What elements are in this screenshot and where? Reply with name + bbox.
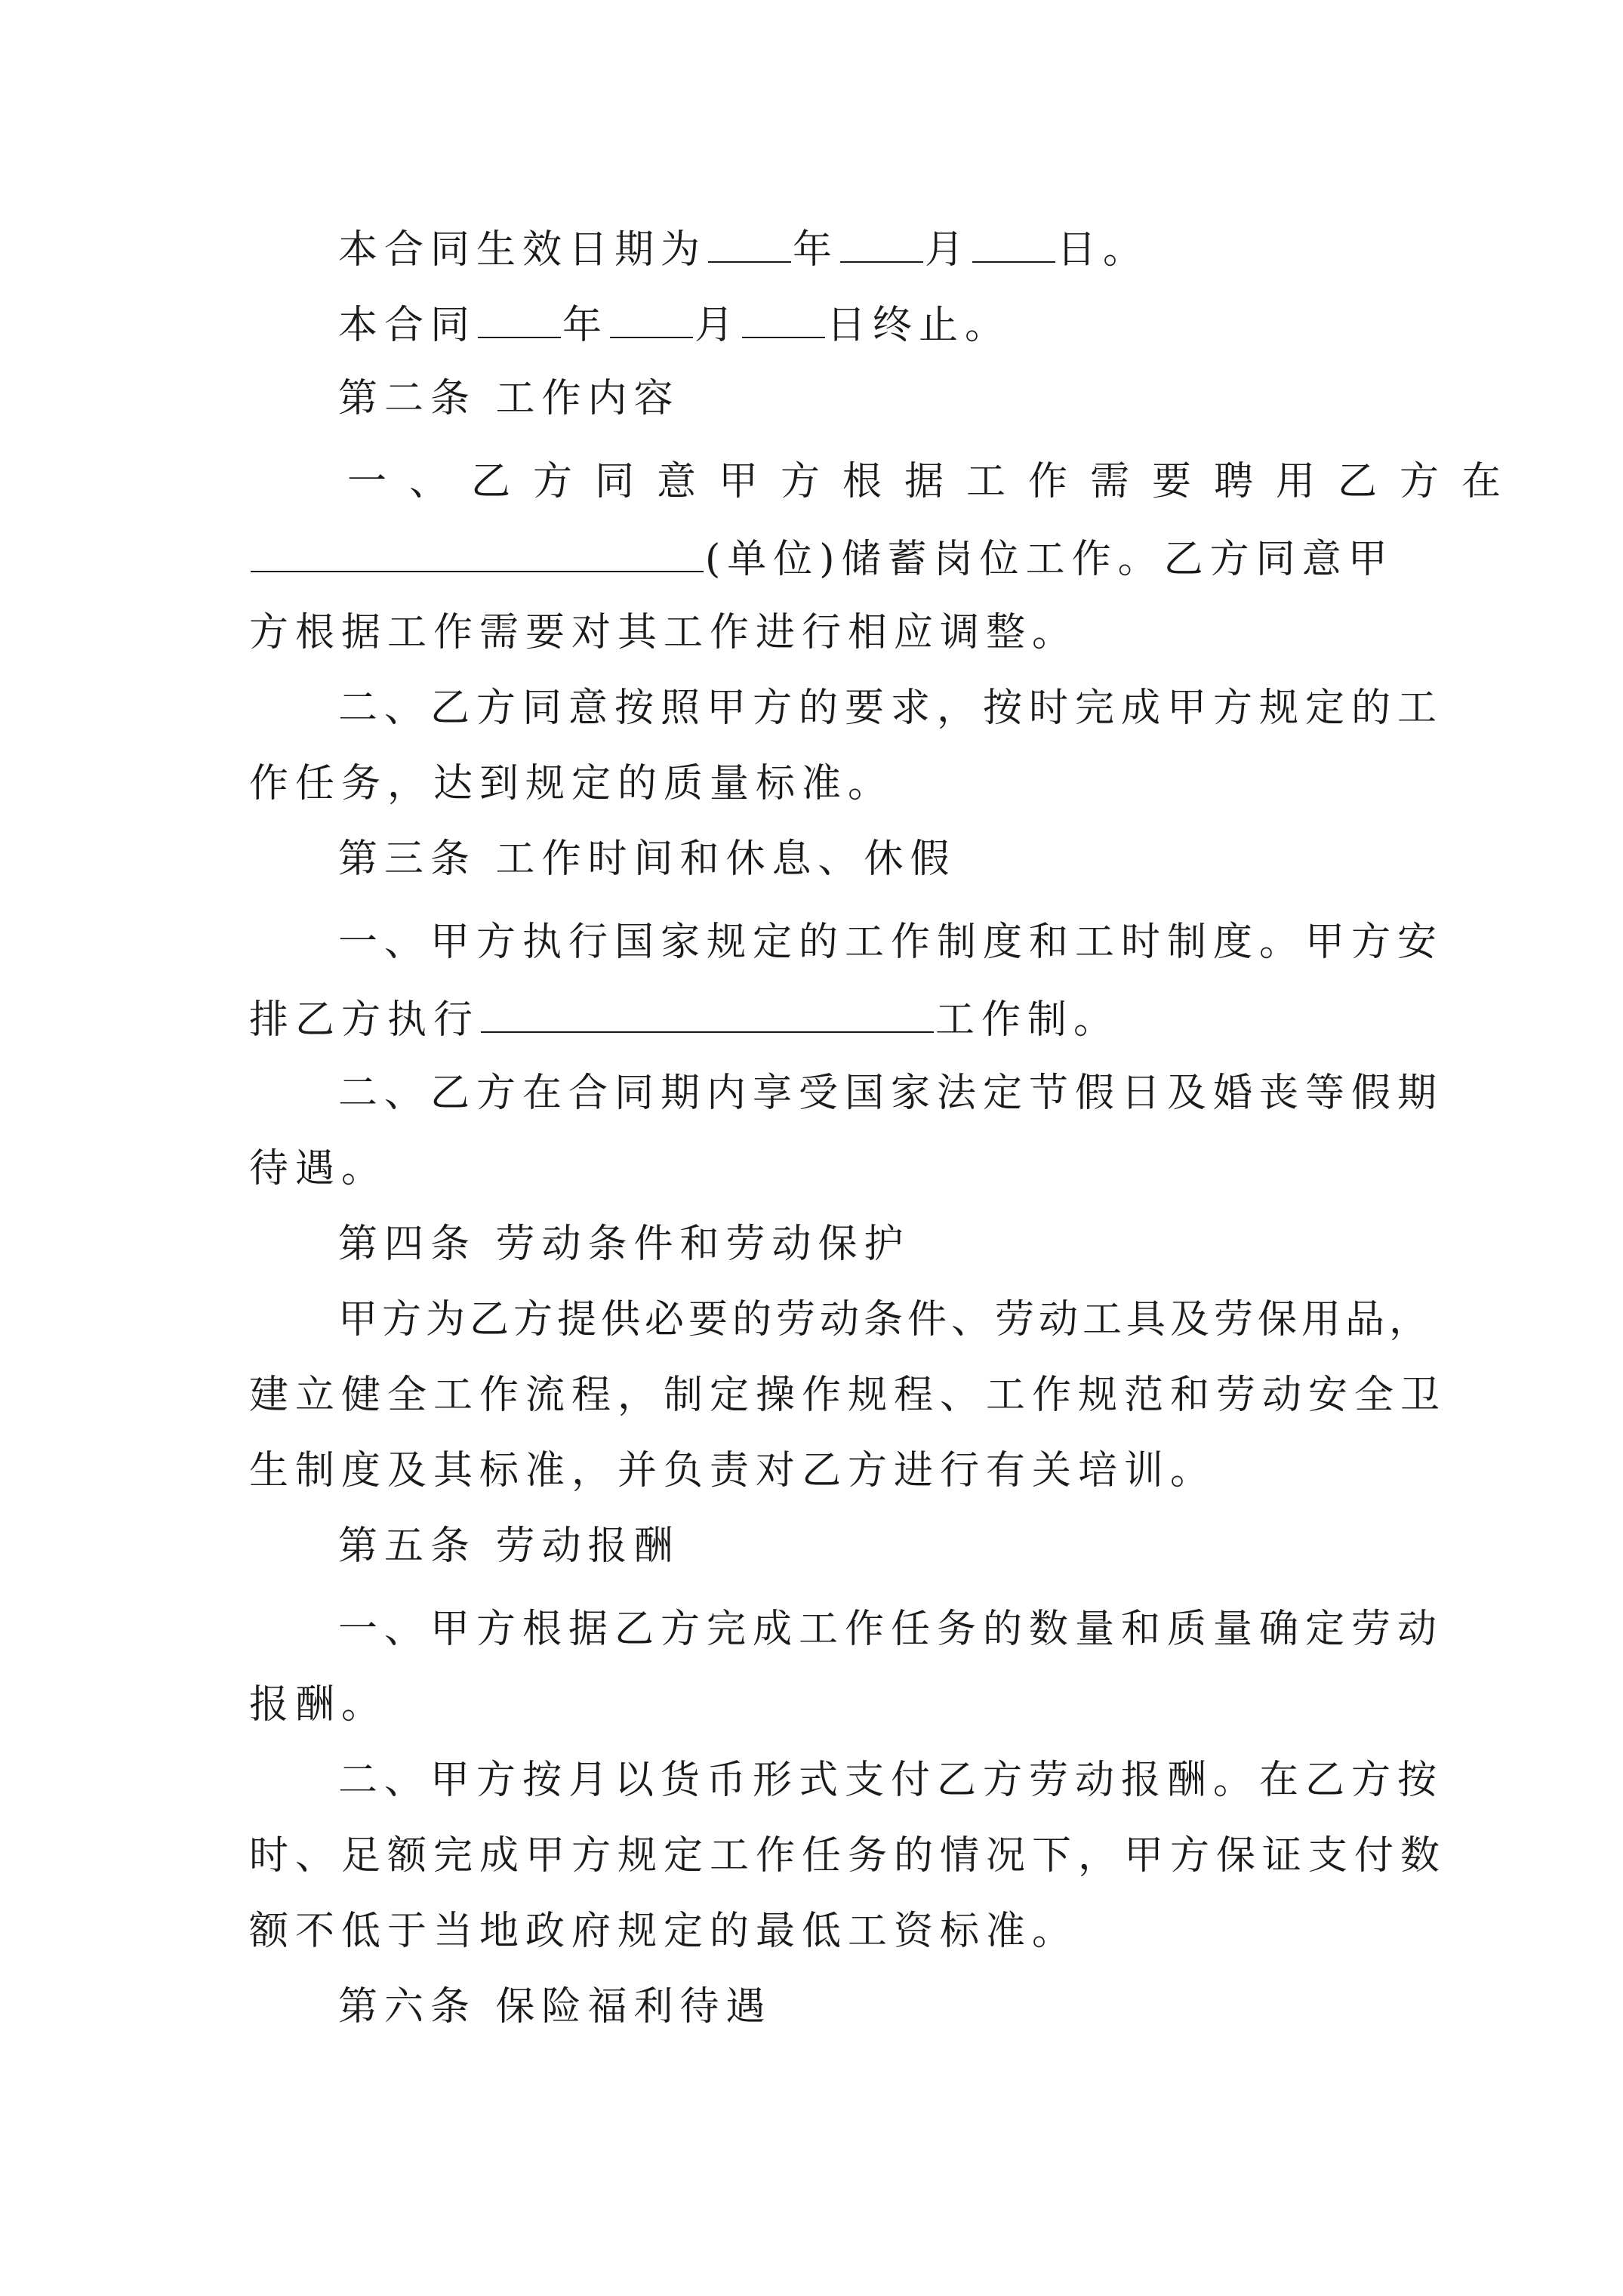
work-system-suffix: 工作制。: [935, 997, 1120, 1043]
year-label: 年: [562, 303, 609, 348]
work-system-prefix: 排乙方执行: [249, 997, 480, 1043]
day-label: 日终止。: [827, 303, 1012, 348]
unit-suffix: (单位)储蓄岗位工作。乙方同意甲: [705, 537, 1394, 582]
article-3-p2-line1: 二、乙方在合同期内享受国家法定节假日及婚丧等假期: [338, 1071, 1444, 1116]
effective-date-prefix: 本合同生效日期为: [338, 227, 707, 273]
article-4-heading: 第四条 劳动条件和劳动保护: [338, 1222, 910, 1267]
year-blank: [708, 225, 791, 263]
article-3-heading: 第三条 工作时间和休息、休假: [338, 837, 956, 882]
article-2-heading: 第二条 工作内容: [338, 376, 680, 421]
month-blank: [610, 300, 693, 338]
termination-date-prefix: 本合同: [338, 303, 477, 348]
article-4-p1-line3: 生制度及其标准，并负责对乙方进行有关培训。: [249, 1448, 1217, 1493]
year-label: 年: [793, 227, 839, 273]
day-label: 日。: [1057, 227, 1150, 273]
month-blank: [840, 225, 923, 263]
article-5-p2-line2: 时、足额完成甲方规定工作任务的情况下，甲方保证支付数: [249, 1833, 1447, 1878]
day-blank: [972, 225, 1055, 263]
article-3-p2-line2: 待遇。: [249, 1146, 388, 1191]
article-4-p1-line1: 甲方为乙方提供必要的劳动条件、劳动工具及劳保用品，: [338, 1297, 1434, 1342]
article-5-p2-line3: 额不低于当地政府规定的最低工资标准。: [249, 1909, 1079, 1954]
article-2-p1-line3: 方根据工作需要对其工作进行相应调整。: [249, 610, 1079, 655]
article-3-p1-line1: 一、甲方执行国家规定的工作制度和工时制度。甲方安: [338, 920, 1444, 965]
termination-date-line: [338, 300, 1397, 346]
article-2-p1-line2: [249, 535, 1397, 580]
article-2-p1-line1: 一、乙方同意甲方根据工作需要聘用乙方在: [347, 459, 1524, 504]
article-4-p1-line2: 建立健全工作流程，制定操作规程、工作规范和劳动安全卫: [249, 1373, 1447, 1418]
year-blank: [478, 300, 561, 338]
unit-blank: [251, 535, 704, 572]
article-5-heading: 第五条 劳动报酬: [338, 1524, 680, 1569]
work-system-blank: [481, 995, 934, 1033]
article-2-p2-line1: 二、乙方同意按照甲方的要求，按时完成甲方规定的工: [338, 686, 1444, 731]
article-3-p1-line2: [249, 995, 1397, 1043]
article-5-p1-line2: 报酬。: [249, 1682, 388, 1727]
article-6-heading: 第六条 保险福利待遇: [338, 1984, 772, 2029]
article-2-p2-line2: 作任务，达到规定的质量标准。: [249, 761, 895, 806]
month-label: 月: [925, 227, 972, 273]
article-5-p2-line1: 二、甲方按月以货币形式支付乙方劳动报酬。在乙方按: [338, 1758, 1444, 1803]
effective-date-line: [338, 225, 1397, 273]
month-label: 月: [694, 303, 741, 348]
article-5-p1-line1: 一、甲方根据乙方完成工作任务的数量和质量确定劳动: [338, 1607, 1444, 1652]
day-blank: [742, 300, 825, 338]
